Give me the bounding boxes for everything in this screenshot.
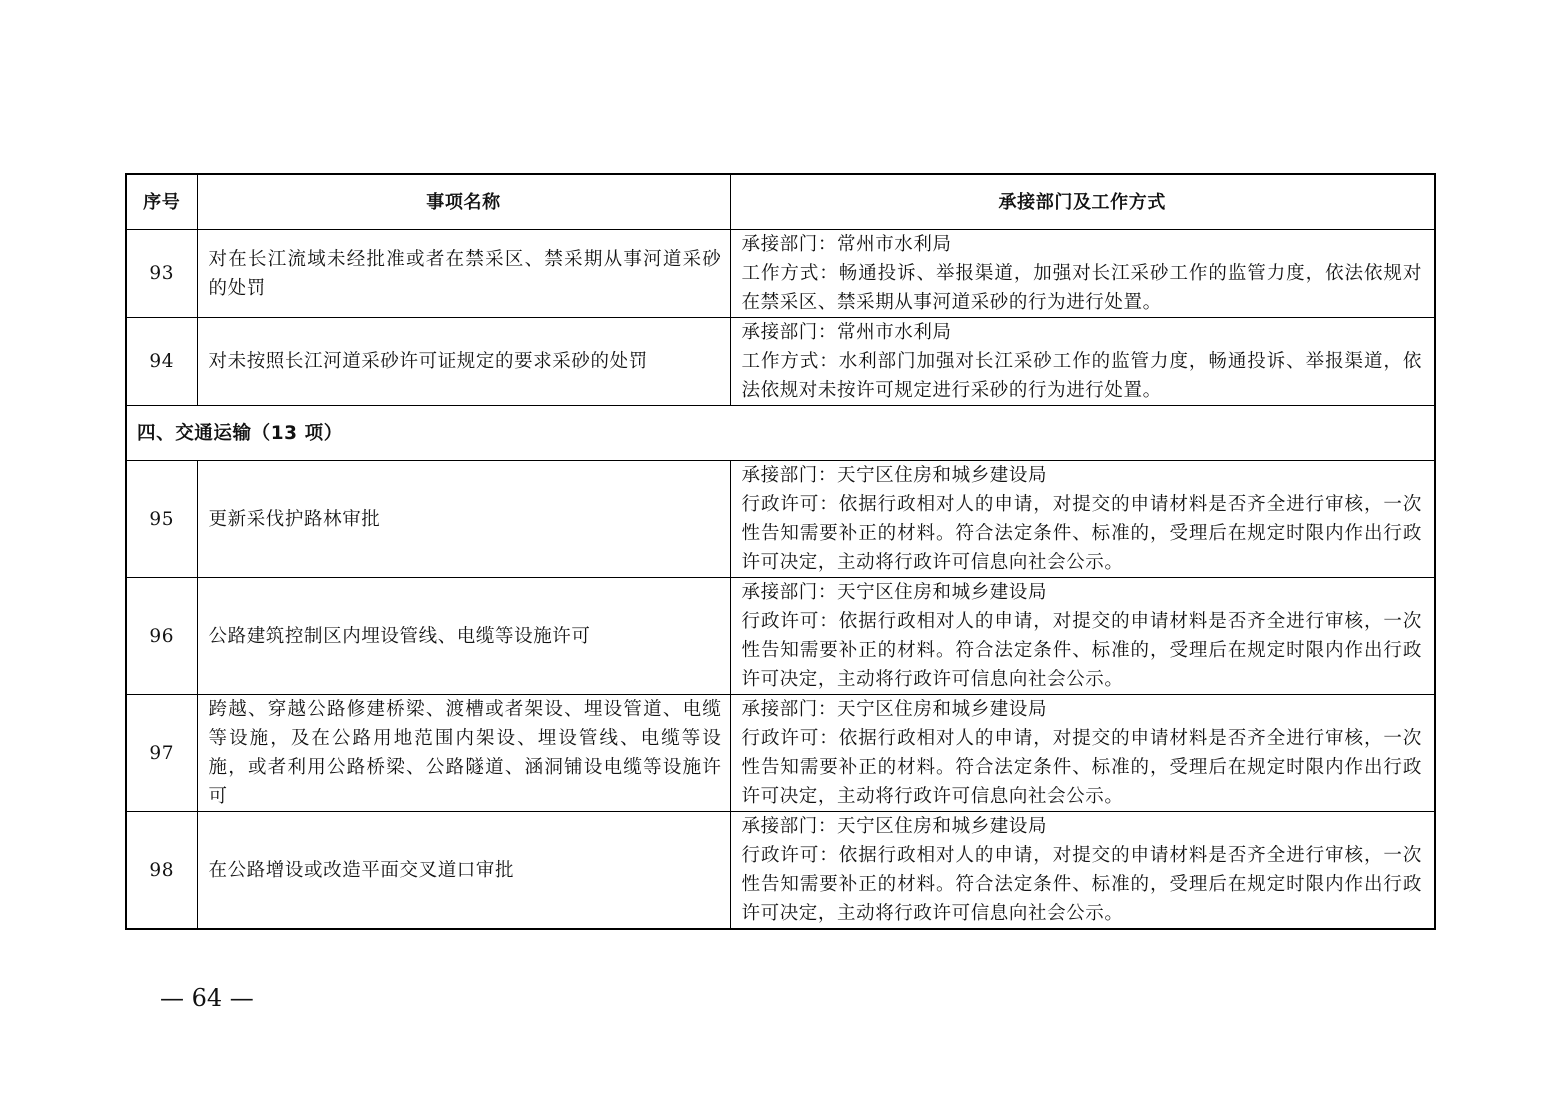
dept-line: 承接部门：天宁区住房和城乡建设局 bbox=[741, 465, 1048, 486]
item-name: 对未按照长江河道采砂许可证规定的要求采砂的处罚 bbox=[197, 318, 730, 406]
method-text: 工作方式：水利部门加强对长江采砂工作的监管力度，畅通投诉、举报渠道，依法依规对未按许可规定进行采砂的行为进行处置。 bbox=[741, 351, 1422, 401]
dept-cell bbox=[730, 578, 1435, 695]
table-row bbox=[126, 578, 1435, 695]
dept-line: 承接部门：常州市水利局 bbox=[741, 322, 952, 343]
header-dept: 承接部门及工作方式 bbox=[730, 174, 1435, 230]
header-name: 事项名称 bbox=[197, 174, 730, 230]
dept-cell bbox=[730, 812, 1435, 930]
dept-cell bbox=[730, 461, 1435, 578]
dept-line: 承接部门：天宁区住房和城乡建设局 bbox=[741, 816, 1048, 837]
page-number: — 64 — bbox=[160, 984, 254, 1012]
dept-cell bbox=[730, 230, 1435, 318]
item-name: 在公路增设或改造平面交叉道口审批 bbox=[197, 812, 730, 930]
dept-line: 承接部门：天宁区住房和城乡建设局 bbox=[741, 582, 1048, 603]
section-row bbox=[126, 406, 1435, 461]
method-text: 行政许可：依据行政相对人的申请，对提交的申请材料是否齐全进行审核，一次性告知需要补正的材料。符合法定条件、标准的，受理后在规定时限内作出行政许可决定，主动将行政许可信息向社会公示。 bbox=[741, 845, 1422, 924]
item-name: 公路建筑控制区内埋设管线、电缆等设施许可 bbox=[197, 578, 730, 695]
table-row bbox=[126, 461, 1435, 578]
table-row bbox=[126, 230, 1435, 318]
method-text: 工作方式：畅通投诉、举报渠道，加强对长江采砂工作的监管力度，依法依规对在禁采区、禁采期从事河道采砂的行为进行处置。 bbox=[741, 263, 1422, 313]
header-seq: 序号 bbox=[126, 174, 197, 230]
item-name: 对在长江流域未经批准或者在禁采区、禁采期从事河道采砂的处罚 bbox=[197, 230, 730, 318]
row-number: 97 bbox=[126, 695, 197, 812]
row-number: 96 bbox=[126, 578, 197, 695]
dept-cell bbox=[730, 318, 1435, 406]
items-table bbox=[125, 173, 1436, 930]
table-row bbox=[126, 812, 1435, 930]
item-name: 更新采伐护路林审批 bbox=[197, 461, 730, 578]
row-number: 98 bbox=[126, 812, 197, 930]
table-header-row bbox=[126, 174, 1435, 230]
method-text: 行政许可：依据行政相对人的申请，对提交的申请材料是否齐全进行审核，一次性告知需要补正的材料。符合法定条件、标准的，受理后在规定时限内作出行政许可决定，主动将行政许可信息向社会公示。 bbox=[741, 494, 1422, 573]
table-row bbox=[126, 318, 1435, 406]
table-row bbox=[126, 695, 1435, 812]
method-text: 行政许可：依据行政相对人的申请，对提交的申请材料是否齐全进行审核，一次性告知需要补正的材料。符合法定条件、标准的，受理后在规定时限内作出行政许可决定，主动将行政许可信息向社会公示。 bbox=[741, 611, 1422, 690]
row-number: 94 bbox=[126, 318, 197, 406]
dept-line: 承接部门：天宁区住房和城乡建设局 bbox=[741, 699, 1048, 720]
dept-line: 承接部门：常州市水利局 bbox=[741, 234, 952, 255]
dept-cell bbox=[730, 695, 1435, 812]
item-name: 跨越、穿越公路修建桥梁、渡槽或者架设、埋设管道、电缆等设施，及在公路用地范围内架设、埋设管线、电缆等设施，或者利用公路桥梁、公路隧道、涵洞铺设电缆等设施许可 bbox=[197, 695, 730, 812]
section-title: 四、交通运输（13 项） bbox=[126, 406, 1435, 461]
row-number: 93 bbox=[126, 230, 197, 318]
row-number: 95 bbox=[126, 461, 197, 578]
method-text: 行政许可：依据行政相对人的申请，对提交的申请材料是否齐全进行审核，一次性告知需要补正的材料。符合法定条件、标准的，受理后在规定时限内作出行政许可决定，主动将行政许可信息向社会公示。 bbox=[741, 728, 1422, 807]
